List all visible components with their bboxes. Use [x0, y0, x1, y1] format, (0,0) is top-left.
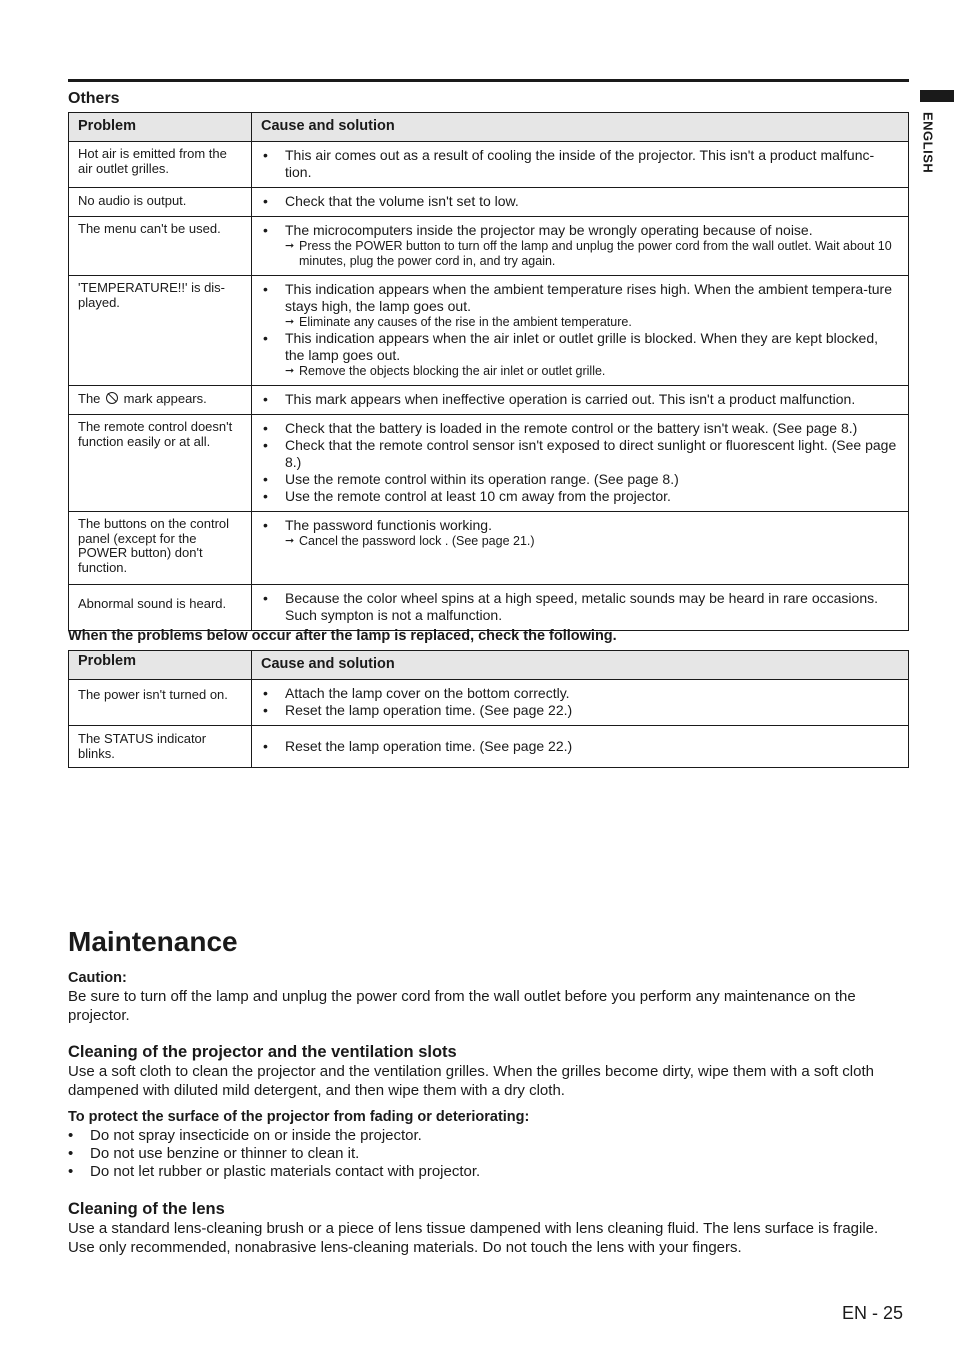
maintenance-title: Maintenance: [68, 926, 238, 957]
table-row: [69, 512, 909, 585]
col-header-cause: Cause and solution: [252, 651, 909, 680]
problem-cell: The buttons on the control panel (except for the POWER button) don't function.: [69, 512, 252, 585]
solution-cell: • The password functionis working. ➞ Cancel the password lock . (See page 21.): [252, 512, 909, 585]
table-row: [69, 415, 909, 512]
list-item: • Do not let rubber or plastic materials contact with projector.: [68, 1163, 481, 1180]
problem-cell: The power isn't turned on.: [69, 680, 252, 726]
problem-cell: The remote control doesn't function easily or at all.: [69, 415, 252, 512]
lamp-table: [68, 650, 909, 768]
problem-cell: The menu can't be used.: [69, 217, 252, 276]
solution-cell: • The microcomputers inside the projector may be wrongly operating because of noise. ➞ Press the POWER button to turn off the lamp and unplug the power cord from the wall outlet. Wait about 10 minutes, plug the power cord in, and try again.: [252, 217, 909, 276]
table-row: [69, 680, 909, 726]
table-row: [69, 726, 909, 768]
language-tab-label: ENGLISH: [920, 112, 936, 174]
cleaning-text: Use a soft cloth to clean the projector and the ventilation grilles. When the grilles become dirty, wipe them with a soft cloth dampened with diluted mild detergent, and then wipe them with a dry cloth.: [68, 1063, 874, 1099]
solution-cell: • This air comes out as a result of cooling the inside of the projector. This isn't a product malfunc-tion.: [252, 142, 909, 188]
table-row: [69, 217, 909, 276]
problem-cell: 'TEMPERATURE!!' is dis-played.: [69, 276, 252, 386]
protect-heading: To protect the surface of the projector from fading or deteriorating:: [68, 1109, 530, 1125]
problem-cell: The STATUS indicator blinks.: [69, 726, 252, 768]
col-header-cause: Cause and solution: [252, 113, 909, 142]
col-header-problem: Problem: [69, 651, 252, 680]
problem-cell: Hot air is emitted from the air outlet grilles.: [69, 142, 252, 188]
solution-cell: • This indication appears when the ambient temperature rises high. When the ambient tempera-ture stays high, the lamp goes out. ➞ Eliminate any causes of the rise in the ambient temperature. • This indication appears when the air inlet or outlet grille is blocked. When they are kept blocked, the lamp goes out. ➞ Remove the objects blocking the air inlet or outlet grille.: [252, 276, 909, 386]
problem-cell: No audio is output.: [69, 188, 252, 217]
table-row: [69, 142, 909, 188]
others-table: [68, 112, 909, 631]
cleaning-heading: Cleaning of the projector and the ventilation slots: [68, 1043, 457, 1061]
table-row: [69, 276, 909, 386]
lens-heading: Cleaning of the lens: [68, 1200, 225, 1218]
protect-list: [68, 1127, 909, 1181]
solution-cell: • Attach the lamp cover on the bottom correctly. • Reset the lamp operation time. (See page 22.): [252, 680, 909, 726]
list-item: • Do not spray insecticide on or inside the projector.: [68, 1127, 422, 1144]
others-heading: Others: [68, 90, 120, 107]
caution-label: Caution:: [68, 970, 127, 986]
page-number: EN - 25: [842, 1303, 904, 1323]
col-header-problem: Problem: [69, 113, 252, 142]
table-header-row: [69, 113, 909, 142]
table-header-row: [69, 651, 909, 680]
problem-cell: Abnormal sound is heard.: [69, 585, 252, 631]
lamp-table-heading: When the problems below occur after the lamp is replaced, check the following.: [68, 628, 617, 644]
top-rule: [68, 79, 909, 82]
table-row: [69, 585, 909, 631]
list-item: • Do not use benzine or thinner to clean it.: [68, 1145, 360, 1162]
solution-cell: • Check that the battery is loaded in the remote control or the battery isn't weak. (See page 8.) • Check that the remote control sensor isn't exposed to direct sunlight or fluorescent light. (See page 8.) • Use the remote control within its operation range. (See page 8.) • Use the remote control at least 10 cm away from the projector.: [252, 415, 909, 512]
solution-cell: • Reset the lamp operation time. (See page 22.): [252, 726, 909, 768]
solution-cell: • This mark appears when ineffective operation is carried out. This isn't a product malfunction.: [252, 386, 909, 415]
solution-cell: • Because the color wheel spins at a high speed, metalic sounds may be heard in rare occasions. Such sympton is not a malfunction.: [252, 585, 909, 631]
table-row: [69, 188, 909, 217]
table-row: [69, 386, 909, 415]
lens-text: Use a standard lens-cleaning brush or a piece of lens tissue dampened with lens cleaning fluid. The lens surface is fragile. Use only recommended, nonabrasive lens-cleaning materials. Do not touch the lens with your fingers.: [68, 1220, 879, 1256]
prohibited-icon: [106, 392, 118, 404]
solution-cell: • Check that the volume isn't set to low.: [252, 188, 909, 217]
caution-text: Be sure to turn off the lamp and unplug the power cord from the wall outlet before you perform any maintenance on the projector.: [68, 988, 856, 1024]
problem-cell: The mark appears.: [69, 386, 252, 415]
language-tab-marker: [920, 90, 954, 102]
